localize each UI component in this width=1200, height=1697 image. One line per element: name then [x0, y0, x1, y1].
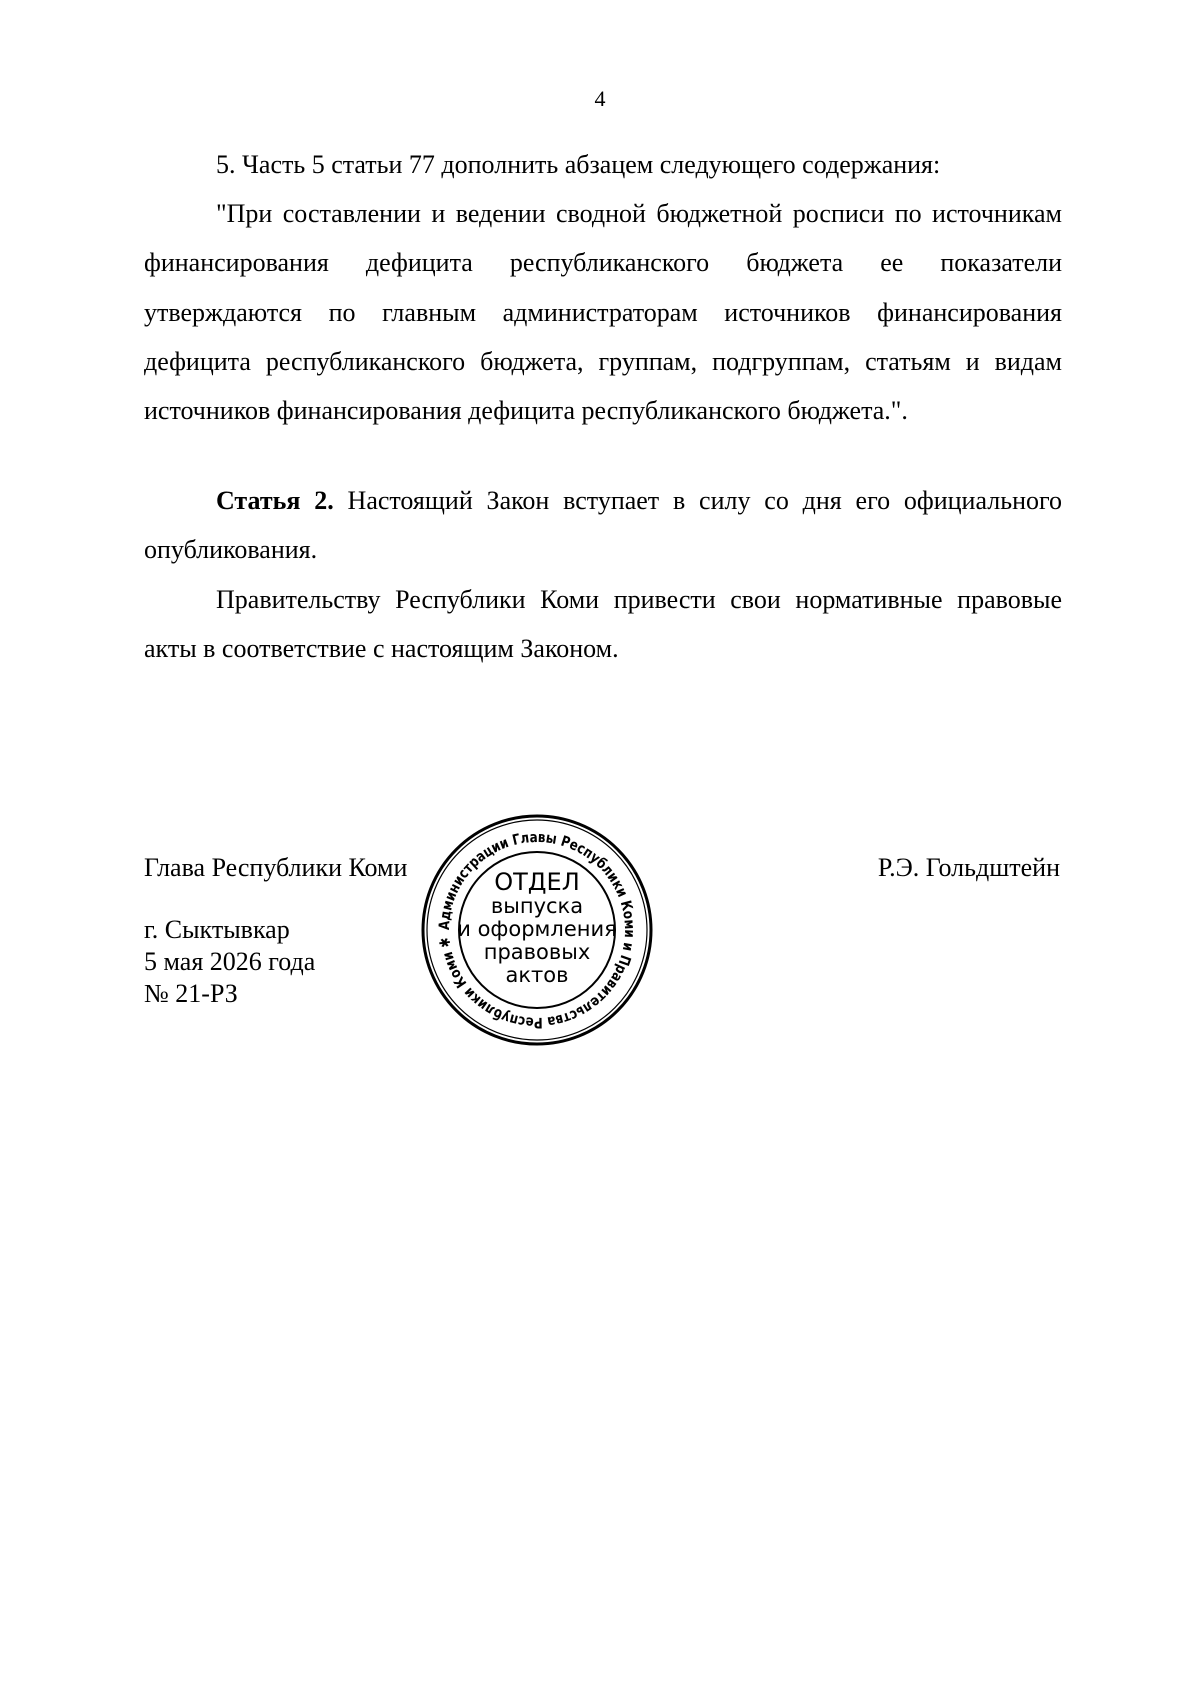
seal-center-line: и оформления — [457, 917, 617, 941]
seal-center-line: выпуска — [490, 894, 584, 918]
seal-ring-text: Администрации Главы Республики Коми и Правительства Республики Коми ✱ — [436, 829, 638, 1031]
signatory-name: Р.Э. Гольдштейн — [877, 853, 1060, 882]
seal-center-line: актов — [505, 963, 569, 987]
seal-center-line: ОТДЕЛ — [494, 868, 580, 896]
official-seal-stamp — [419, 812, 655, 1048]
seal-center-text — [457, 868, 617, 987]
seal-graphic — [419, 812, 655, 1048]
document-body — [144, 140, 1062, 673]
paragraph-amendment-text: "При составлении и ведении сводной бюджетной росписи по источникам финансирования дефицита республиканского бюджета ее показатели утверждаются по главным администраторам источников финансирования дефицита республиканского бюджета, группам, подгруппам, статьям и видам источников финансирования дефицита республиканского бюджета.". — [144, 199, 1062, 426]
paragraph-article-2 — [144, 476, 1062, 574]
signatory-position: Глава Республики Коми — [144, 853, 408, 882]
seal-center-line: правовых — [483, 940, 591, 964]
article-title: Статья 2. — [216, 486, 334, 516]
paragraph-amendment-intro: 5. Часть 5 статьи 77 дополнить абзацем следующего содержания: — [216, 150, 941, 179]
paragraph-government-instruction: Правительству Республики Коми привести свои нормативные правовые акты в соответствие с настоящим Законом. — [144, 584, 1062, 663]
article-text: Настоящий Закон вступает в силу со дня его официального опубликования. — [144, 486, 1063, 565]
place-date-block — [144, 914, 315, 1010]
date: 5 мая 2026 года — [144, 947, 316, 976]
city: г. Сыктывкар — [144, 915, 290, 944]
page-number: 4 — [594, 86, 606, 111]
law-number: № 21-РЗ — [144, 979, 238, 1008]
